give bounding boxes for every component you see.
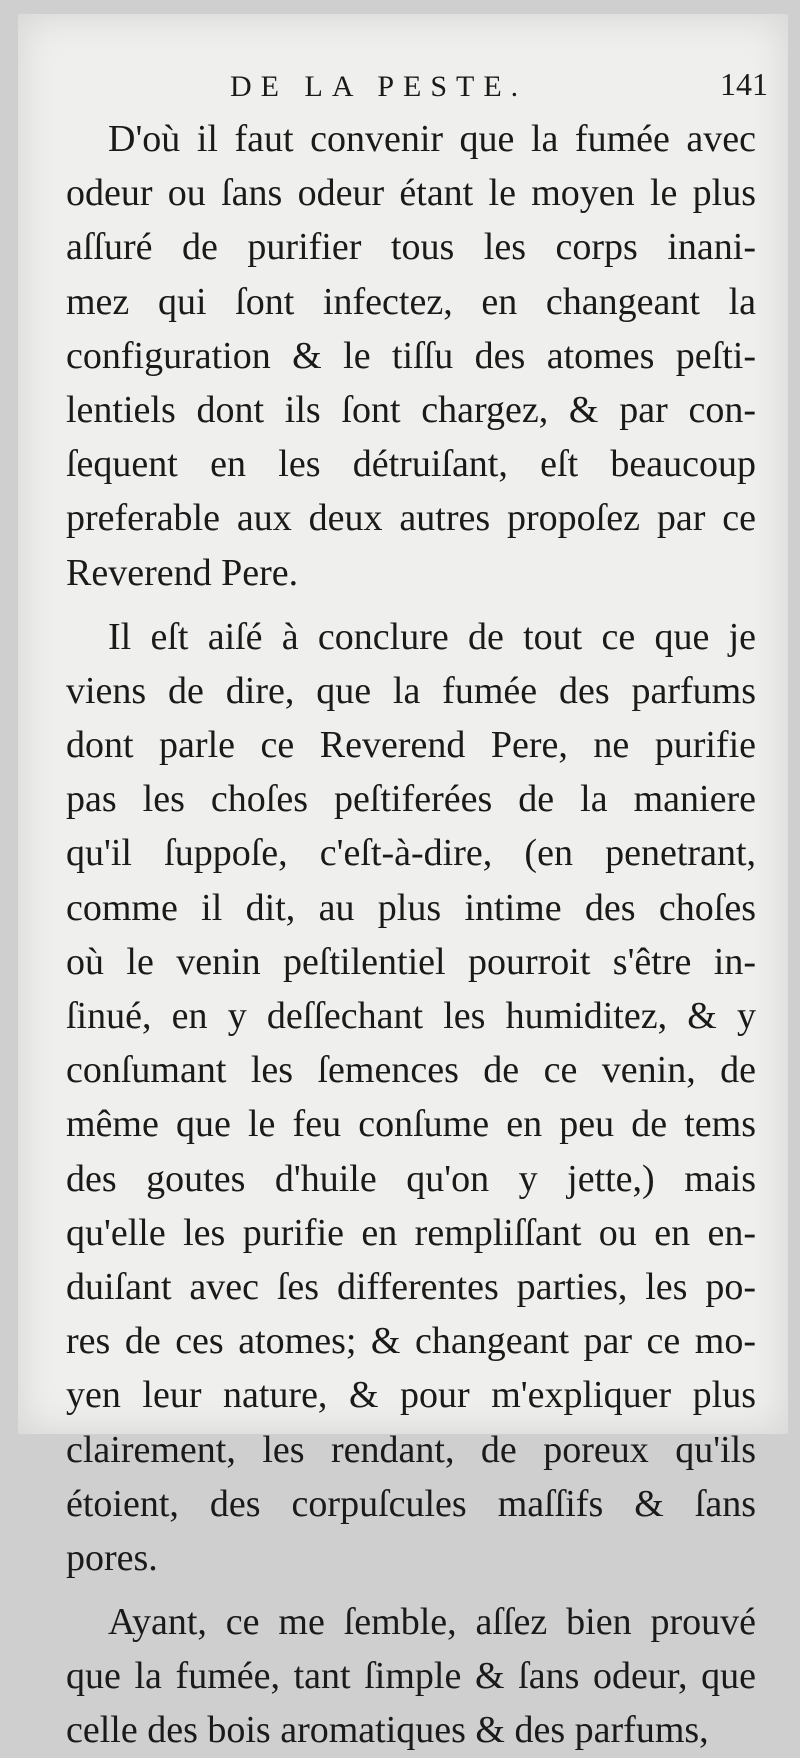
text-line: des goutes d'huile qu'on y jette,) mais bbox=[66, 1157, 756, 1200]
text-line: ſequent en les détruiſant, eſt beaucoup bbox=[66, 443, 756, 486]
paragraph bbox=[66, 112, 756, 600]
text-line: aſſuré de purifier tous les corps inani- bbox=[66, 226, 756, 269]
paragraph bbox=[66, 610, 756, 1585]
text-line: D'où il faut convenir que la fumée avec bbox=[108, 118, 756, 160]
page-number: 141 bbox=[720, 66, 768, 102]
text-line: ſinué, en y deſſechant les humiditez, & y bbox=[66, 995, 756, 1037]
text-line: yen leur nature, & pour m'expliquer plus bbox=[66, 1374, 756, 1417]
text-line: lentiels dont ils ſont chargez, & par con- bbox=[66, 388, 756, 431]
text-line: configuration & le tiſſu des atomes peſti- bbox=[66, 334, 756, 377]
running-title: DE LA PESTE. bbox=[230, 70, 528, 103]
text-line: même que le feu conſume en peu de tems bbox=[66, 1103, 756, 1146]
text-line: Ayant, ce me ſemble, aſſez bien prouvé bbox=[108, 1601, 756, 1644]
text-line: comme il dit, au plus intime des choſes bbox=[66, 886, 756, 929]
text-line: viens de dire, que la fumée des parfums bbox=[66, 669, 756, 712]
text-line: qu'il ſuppoſe, c'eſt-à-dire, (en penetrant, bbox=[66, 832, 756, 875]
text-line: conſumant les ſemences de ce venin, de bbox=[66, 1049, 756, 1092]
text-line: étoient, des corpuſcules maſſifs & ſans bbox=[66, 1482, 756, 1525]
text-line: dont parle ce Reverend Pere, ne purifie bbox=[66, 724, 756, 767]
text-line: odeur ou ſans odeur étant le moyen le plus bbox=[66, 172, 756, 215]
paragraph bbox=[66, 1595, 756, 1758]
text-line: où le venin peſtilentiel pourroit s'être in- bbox=[66, 940, 756, 983]
text-line: duiſant avec ſes differentes parties, les po- bbox=[66, 1265, 756, 1308]
text-line: qu'elle les purifie en rempliſſant ou en en- bbox=[66, 1211, 756, 1254]
text-line: celle des bois aromatiques & des parfums, bbox=[66, 1709, 709, 1752]
paragraph-gap bbox=[66, 1585, 756, 1595]
text-line: preferable aux deux autres propoſez par ce bbox=[66, 497, 756, 540]
book-page bbox=[18, 14, 788, 1752]
text-line: clairement, les rendant, de poreux qu'ils bbox=[66, 1428, 756, 1471]
text-line: Il eſt aiſé à conclure de tout ce que je bbox=[108, 615, 756, 658]
page-header bbox=[18, 66, 788, 110]
text-line: mez qui ſont infectez, en changeant la bbox=[66, 280, 756, 323]
text-line: que la fumée, tant ſimple & ſans odeur, que bbox=[66, 1655, 756, 1698]
paragraph-gap bbox=[66, 600, 756, 610]
text-line: Reverend Pere. bbox=[66, 551, 299, 594]
text-line: pas les choſes peſtiferées de la maniere bbox=[66, 778, 756, 821]
text-line: pores. bbox=[66, 1536, 158, 1579]
text-line: res de ces atomes; & changeant par ce mo- bbox=[66, 1320, 756, 1363]
body-text bbox=[66, 112, 756, 1758]
